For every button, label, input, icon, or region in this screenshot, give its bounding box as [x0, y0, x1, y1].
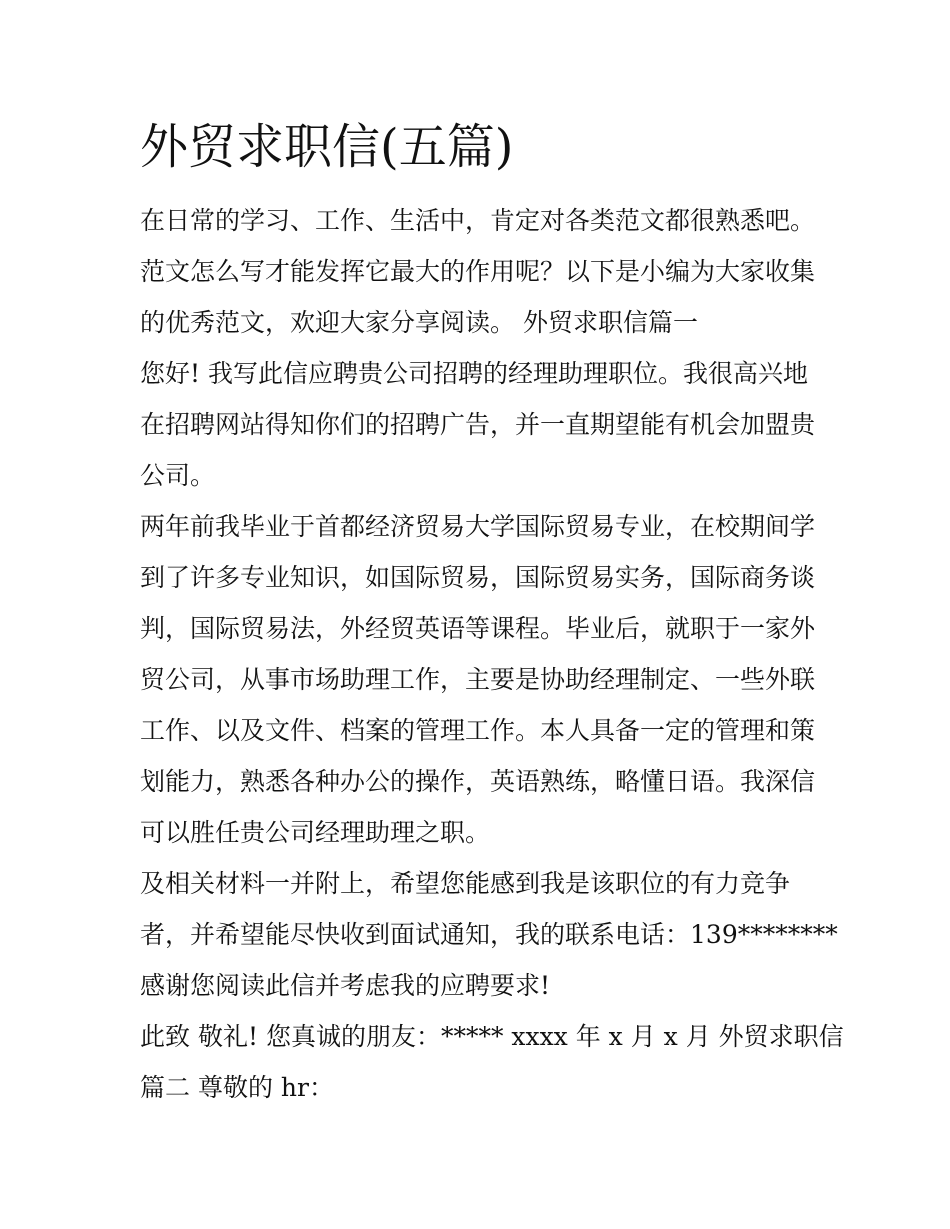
text-line: 到了许多专业知识，如国际贸易，国际贸易实务，国际商务谈	[140, 563, 816, 592]
text-line: 判，国际贸易法，外经贸英语等课程。毕业后，就职于一家外	[140, 614, 816, 643]
text-line: 的优秀范文，欢迎大家分享阅读。 外贸求职信篇一	[140, 308, 698, 337]
text-line: 及相关材料一并附上，希望您能感到我是该职位的有力竞争	[140, 869, 791, 898]
text-line: 两年前我毕业于首都经济贸易大学国际贸易专业，在校期间学	[140, 512, 816, 541]
text-line: 篇二 尊敬的 hr：	[140, 1073, 334, 1102]
text-line: 在招聘网站得知你们的招聘广告，并一直期望能有机会加盟贵	[140, 410, 816, 439]
text-line: 工作、以及文件、档案的管理工作。本人具备一定的管理和策	[140, 716, 816, 745]
text-line: 贸公司，从事市场助理工作，主要是协助经理制定、一些外联	[140, 665, 816, 694]
document-title: 外贸求职信(五篇)	[140, 119, 514, 175]
text-line: 此致 敬礼! 您真诚的朋友：***** xxxx 年 x 月 x 月 外贸求职信	[140, 1022, 844, 1051]
text-line: 在日常的学习、工作、生活中，肯定对各类范文都很熟悉吧。	[140, 206, 816, 235]
text-line: 可以胜任贵公司经理助理之职。	[140, 818, 491, 847]
text-line: 范文怎么写才能发挥它最大的作用呢？以下是小编为大家收集	[140, 257, 816, 286]
text-line: 您好! 我写此信应聘贵公司招聘的经理助理职位。我很高兴地	[140, 359, 808, 388]
text-line: 划能力，熟悉各种办公的操作，英语熟练，略懂日语。我深信	[140, 767, 816, 796]
text-line: 公司。	[140, 461, 216, 490]
text-line: 感谢您阅读此信并考虑我的应聘要求!	[140, 971, 551, 1000]
text-line: 者，并希望能尽快收到面试通知，我的联系电话：139********	[140, 920, 838, 949]
